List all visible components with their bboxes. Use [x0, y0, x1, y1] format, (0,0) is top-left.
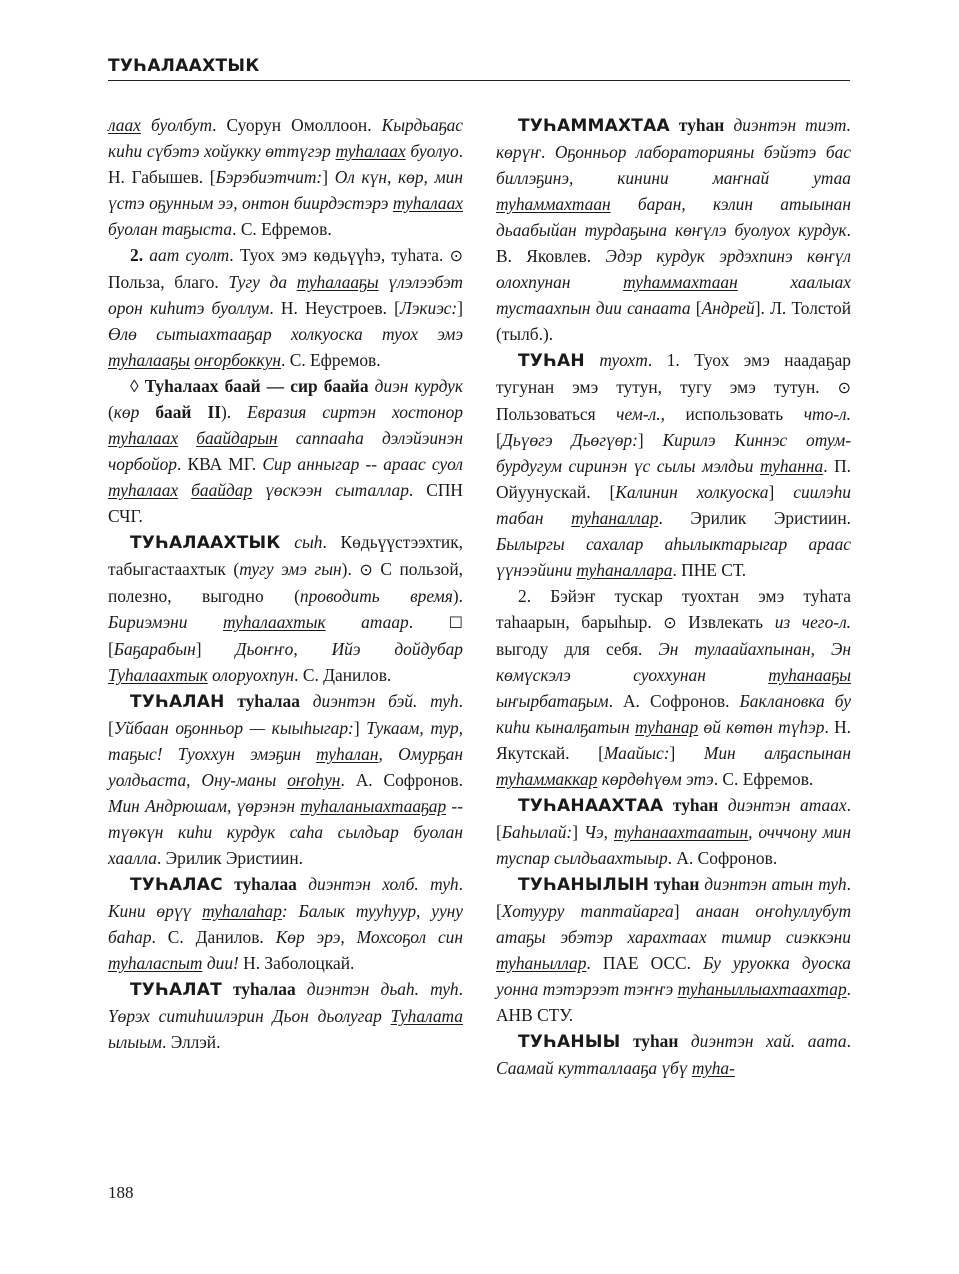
entry-tuhalas: ТУҺАЛАС туһалаа диэнтэн холб. туһ. Кини өрүү туһалаһар: Балык тууһуур, ууну баһар. С. Данилов. Көр эрэ, Мохсоҕол син туһаласпыт дии! Н. Заболоцкай. [108, 874, 464, 973]
entry-sense-2: 2. аат суолт. Туох эмэ көдьүүһэ, туһата. ⊙ Польза, благо. Тугу да туһалааҕы үлэлээбэт орон киһитэ буоллум. Н. Неустроев. [Лэкиэс:] Өлө сытыахтааҕар холкуоска туох эмэ туһалааҕы оҥорбоккун. С. Ефремов. [108, 245, 463, 370]
running-header [108, 54, 850, 81]
russian-marker-icon: ⊙ [449, 246, 463, 265]
russian-marker-icon: ⊙ [663, 613, 677, 632]
entry-tuhanyy: ТУҺАНЫЫ туһан диэнтэн хай. аата. Саамай кутталлааҕа үбү туһа- [496, 1031, 851, 1078]
entry-tuhalan: ТУҺАЛАН туһалаа диэнтэн бэй. туһ. [Уйбаан оҕонньор — кыыһыгар:] Тукаам, тур, таҕыс! Туоххун эмэҕин туһалан, Омурҕан уолдьаста, Ону-маны оҥоһун. А. Софронов. Мин Андрюшам, үөрэнэн туһаланыахтааҕар -- түөкүн киһи курдук саһа сылдьар буолан хаалла. Эрилик Эристиин. [108, 691, 464, 868]
headword: ТУҺАЛАС [130, 875, 223, 895]
russian-marker-icon: ⊙ [837, 378, 851, 397]
page-number: 188 [108, 1183, 134, 1202]
entry-tuhammahtaa: ТУҺАММАХТАА туһан диэнтэн тиэт. көрүҥ. Оҕонньор лабораторияны бэйэтэ бас биллэҕинэ, кинини маҥнай утаа туһаммахтаан баран, кэлин атыынан дьаабыйан турдаҕына көҥүлэ буолуох курдук. В. Яковлев. Эдэр курдук эрдэхпинэ көҥүл олохпунан туһаммахтаан хаалыах тустаахпын дии санаата [Андрей]. Л. Толстой (тылб.). [496, 115, 851, 344]
header-title: ТУҺАЛААХТЫК [108, 56, 260, 76]
headword: ТУҺАН [518, 351, 585, 371]
diamond-icon: ◊ [130, 376, 145, 396]
entry-tuhalat: ТУҺАЛАТ туһалаа диэнтэн дьаһ. туһ. Үөрэх ситиһиилэрин Дьон дьолугар Туһалата ылыым. Эллэй. [108, 979, 463, 1052]
entry-tuhanaahtaa: ТУҺАНААХТАА туһан диэнтэн атаах. [Баһылай:] Чэ, туһанаахтаатын, очччону мин туспар сылдьаахтыыр. А. Софронов. [496, 795, 851, 868]
entry-continuation: лаах буолбут. Суорун Омоллоон. Кырдьаҕас киһи сүбэтэ хойукку өттүгэр туһалаах буолуо. Н. Габышев. [Бэрэбиэтчит:] Ол күн, көр, мин үстэ оҕунным ээ, онтон биирдэстэрэ туһалаах буолан таҕыста. С. Ефремов. [108, 115, 464, 239]
headword: ТУҺАНААХТАА [518, 796, 664, 816]
headword: ТУҺАНЫЫ [518, 1032, 621, 1052]
left-column [108, 112, 463, 1055]
russian-marker-icon: ⊙ [359, 560, 373, 579]
headword: ТУҺАНЫЛЫН [518, 875, 650, 895]
entry-tuhan-sense-2: 2. Бэйэҥ тускар туохтан эмэ туһата таһаарын, барыһыр. ⊙ Извлекать из чего-л. выгоду для себя. Эн тулаайахпынан, Эн көмүскэлэ суоххунан туһанааҕы ыҥырбатаҕым. А. Софронов. Баклановка бу киһи кыналҕатын туһанар өй көтөн түһэр. Н. Якутскай. [Маайыс:] Мин алҕаспынан туһаммаккар көрдөһүөм этэ. С. Ефремов. [496, 586, 852, 789]
square-icon: ☐ [448, 613, 463, 632]
headword: ТУҺАЛАТ [130, 980, 222, 1000]
entry-phrase: ◊ Туһалаах баай — сир баайа диэн курдук (көр баай II). Евразия сиртэн хостонор туһалаах баайдарын саппааһа дэлэйэинэн чорбойор. КВА МГ. Сир анныгар -- араас суол туһалаах баайдар үөскээн сыталлар. СПН СЧГ. [108, 376, 463, 526]
entry-tuhan: ТУҺАН туохт. 1. Туох эмэ наадаҕар тугунан эмэ тутун, тугу эмэ тутун. ⊙ Пользоваться чем-л., использовать что-л. [Дьүөгэ Дьөгүөр:] Кирилэ Киннэс отум-бурдугум сиринэн үс сылы мэлдьи туһанна. П. Ойуунускай. [Калинин холкуоска] сиилэһи табан туһаналлар. Эрилик Эристиин. Былыргы сахалар аһылыктарыгар араас үүнээйини туһаналлара. ПНЕ СТ. [496, 350, 851, 580]
entry-tuhalaahtyk: ТУҺАЛААХТЫК сыһ. Көдьүүстээхтик, табыгастаахтык (тугу эмэ гын). ⊙ С пользой, полезно, выгодно (проводить время). Бириэмэни туһалаахтык атаар. ☐ [Баҕарабын] Дьоҥҥо, Ийэ дойдубар Туһалаахтык олоруохпун. С. Данилов. [108, 532, 463, 685]
right-column [496, 112, 851, 1081]
headword: ТУҺАММАХТАА [518, 116, 670, 136]
headword: ТУҺАЛАН [130, 692, 225, 712]
headword: ТУҺАЛААХТЫК [130, 533, 281, 553]
entry-tuhanylyn: ТУҺАНЫЛЫН туһан диэнтэн атын туһ. [Хотууру таптайарга] анаан оҥоһуллубут атаҕы эбэтэр харахтаах тимир сиэккэни туһаныллар. ПАЕ ОСС. Бу уруокка дуоска уонна тэтэрээт тэҥҥэ туһаныллыахтаахтар. АНВ СТУ. [496, 874, 852, 1025]
